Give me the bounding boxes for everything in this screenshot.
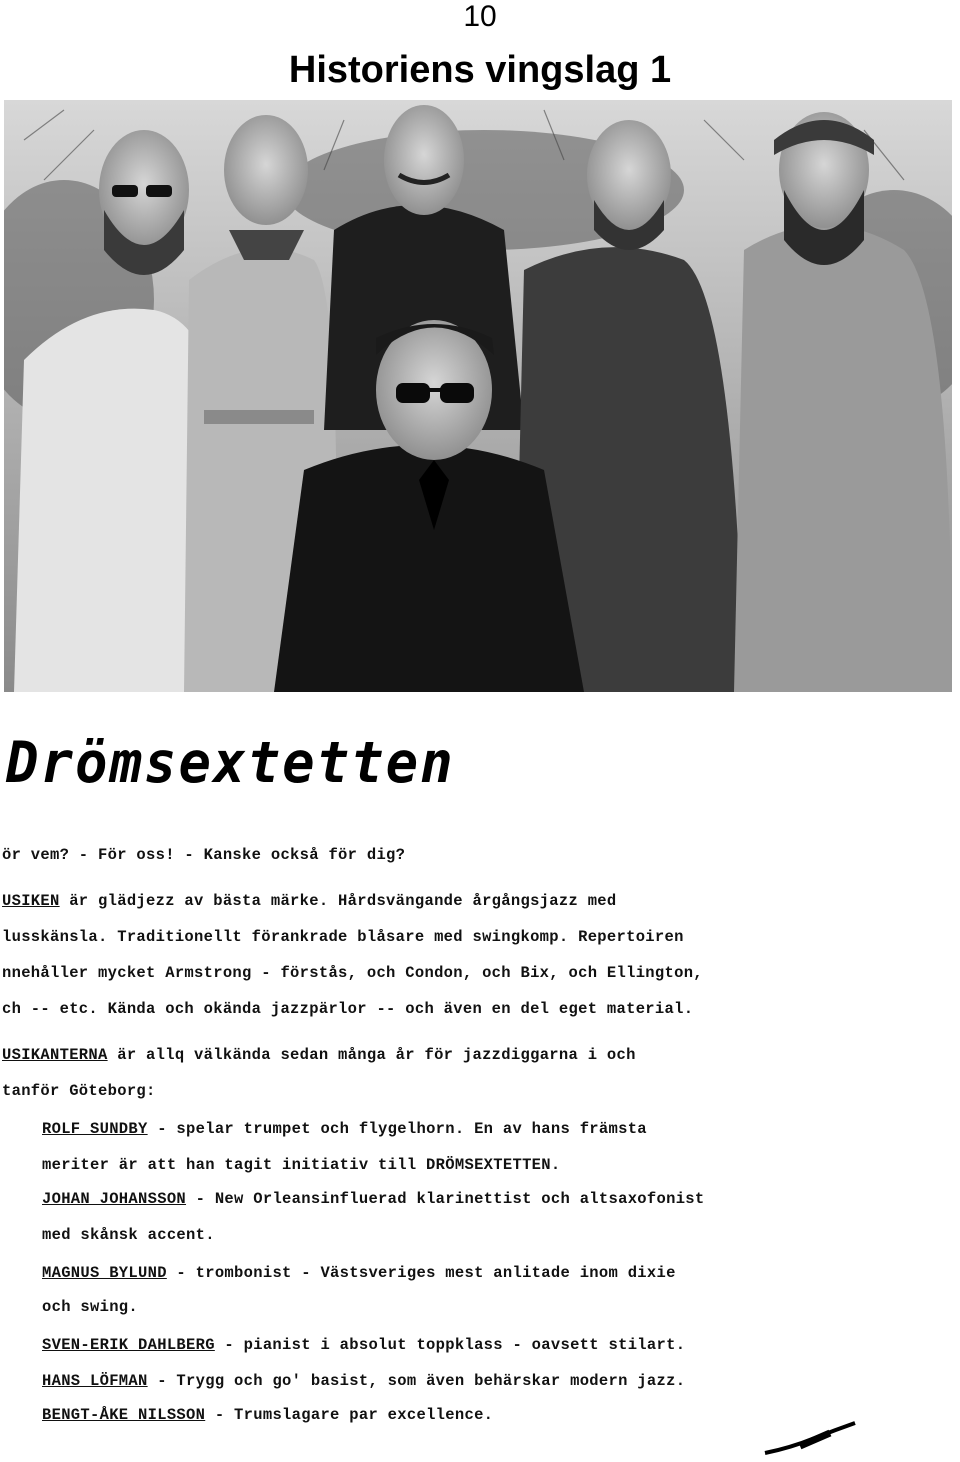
musik-line-4: [2, 1000, 693, 1018]
member-2-line-1-part-0: JOHAN JOHANSSON: [42, 1190, 187, 1208]
intro-line-part-0: ör vem? - För oss! - Kanske också för dig?: [2, 846, 406, 864]
musikanter-line-2: [2, 1082, 156, 1100]
member-4-line-1-part-1: - pianist i absolut toppklass - oavsett stilart.: [214, 1336, 686, 1354]
member-5-line-1-part-0: HANS LÖFMAN: [42, 1372, 148, 1390]
musikanter-line-1: [2, 1046, 636, 1064]
musikanter-line-1-part-1: är allq välkända sedan många år för jazzdiggarna i och: [107, 1046, 636, 1064]
member-3-line-1-part-0: MAGNUS BYLUND: [42, 1264, 167, 1282]
musik-line-2-part-0: lusskänsla. Traditionellt förankrade blåsare med swingkomp. Repertoiren: [2, 928, 684, 946]
musik-line-1-part-1: är glädjezz av bästa märke. Hårdsvängande årgångsjazz med: [59, 892, 617, 910]
musikanter-line-2-part-0: tanför Göteborg:: [2, 1082, 156, 1100]
musik-line-3-part-0: nnehåller mycket Armstrong - förstås, och Condon, och Bix, och Ellington,: [2, 964, 703, 982]
member-6-line-1: [42, 1406, 493, 1424]
member-1-line-1-part-1: - spelar trumpet och flygelhorn. En av hans främsta: [147, 1120, 647, 1138]
member-3-line-1-part-1: - trombonist - Västsveriges mest anlitade inom dixie: [166, 1264, 676, 1282]
musikanter-line-1-part-0: USIKANTERNA: [2, 1046, 108, 1064]
member-4-line-1: [42, 1336, 685, 1354]
band-photo-image: [4, 100, 952, 692]
member-2-line-2: [42, 1226, 215, 1244]
member-2-line-1-part-1: - New Orleansinfluerad klarinettist och altsaxofonist: [186, 1190, 705, 1208]
page-number: 10: [463, 0, 497, 33]
page-title: Historiens vingslag 1: [288, 49, 672, 91]
member-2-line-1: [42, 1190, 705, 1208]
document-heading: Drömsextetten: [6, 729, 455, 796]
member-6-line-1-part-0: BENGT-ÅKE NILSSON: [42, 1406, 206, 1424]
signature-mark: [760, 1418, 860, 1458]
musik-line-2: [2, 928, 684, 946]
member-1-line-1: [42, 1120, 647, 1138]
member-2-line-2-part-0: med skånsk accent.: [42, 1226, 215, 1244]
band-photo: [4, 100, 952, 692]
member-1-line-2: [42, 1156, 560, 1174]
musik-line-4-part-0: ch -- etc. Kända och okända jazzpärlor -- och även en del eget material.: [2, 1000, 694, 1018]
member-3-line-2-part-0: och swing.: [42, 1298, 139, 1316]
member-5-line-1: [42, 1372, 685, 1390]
member-6-line-1-part-1: - Trumslagare par excellence.: [205, 1406, 494, 1424]
member-3-line-1: [42, 1264, 676, 1282]
musik-line-1: [2, 892, 617, 910]
musik-line-3: [2, 964, 703, 982]
member-1-line-2-part-0: meriter är att han tagit initiativ till DRÖMSEXTETTEN.: [42, 1156, 561, 1174]
intro-line: [2, 846, 405, 864]
member-4-line-1-part-0: SVEN-ERIK DAHLBERG: [42, 1336, 215, 1354]
member-1-line-1-part-0: ROLF SUNDBY: [42, 1120, 148, 1138]
member-3-line-2: [42, 1298, 138, 1316]
musik-line-1-part-0: USIKEN: [2, 892, 60, 910]
member-5-line-1-part-1: - Trygg och go' basist, som även behärskar modern jazz.: [147, 1372, 686, 1390]
